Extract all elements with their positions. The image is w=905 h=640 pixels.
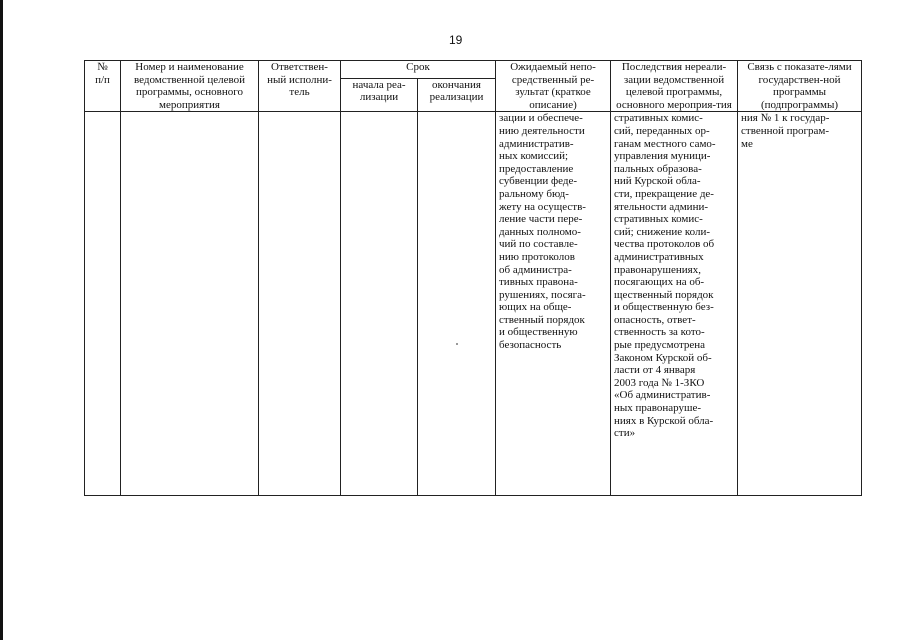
cell-number bbox=[85, 112, 121, 496]
cell-consequences: стративных комис- сий, переданных ор- ганам местного само- управления муници- пальных образова- ний Курской обла- сти, прекращение де- ятельности админи- стративных комис- сий; снижение коли- чества протоколов об административных правонарушениях, посягающих на об- щественный порядок и общественную без- опасность, ответ- ственность за кото- рые предусмотрена Законом Курской об- ласти от 4 января 2003 года № 1-ЗКО «Об административ- ных правонаруше- ниях в Курской обла- сти» bbox=[611, 112, 738, 496]
header-executor: Ответствен-ный исполни-тель bbox=[259, 61, 341, 112]
header-expected-result: Ожидаемый непо-средственный ре-зультат (краткое описание) bbox=[496, 61, 611, 112]
cell-program bbox=[121, 112, 259, 496]
cell-term-end bbox=[418, 112, 496, 496]
header-number: № п/п bbox=[85, 61, 121, 112]
header-term: Срок bbox=[341, 61, 496, 79]
cell-indicator-link: ния № 1 к государ- ственной програм- ме bbox=[738, 112, 862, 496]
header-term-start: начала реа-лизации bbox=[341, 78, 418, 112]
header-program: Номер и наименование ведомственной целевой программы, основного мероприятия bbox=[121, 61, 259, 112]
header-term-end: окончания реализации bbox=[418, 78, 496, 112]
table-row bbox=[85, 112, 862, 496]
cell-executor bbox=[259, 112, 341, 496]
cell-expected-result: зации и обеспече- нию деятельности административ- ных комиссий; предоставление субвенции феде- ральному бюд- жету на осуществ- ление части пере- данных полномо- чий по составле- нию протоколов об администра- тивных правона- рушениях, посяга- ющих на обще- ственный порядок и общественную безопасность bbox=[496, 112, 611, 496]
program-table bbox=[84, 60, 862, 496]
page-edge bbox=[0, 0, 3, 640]
header-consequences: Последствия нереали-зации ведомственной целевой программы, основного мероприя-тия bbox=[611, 61, 738, 112]
cell-term-start bbox=[341, 112, 418, 496]
page-number: 19 bbox=[449, 33, 463, 47]
scan-dot bbox=[456, 343, 458, 345]
header-indicator-link: Связь с показате-лями государствен-ной программы (подпрограммы) bbox=[738, 61, 862, 112]
